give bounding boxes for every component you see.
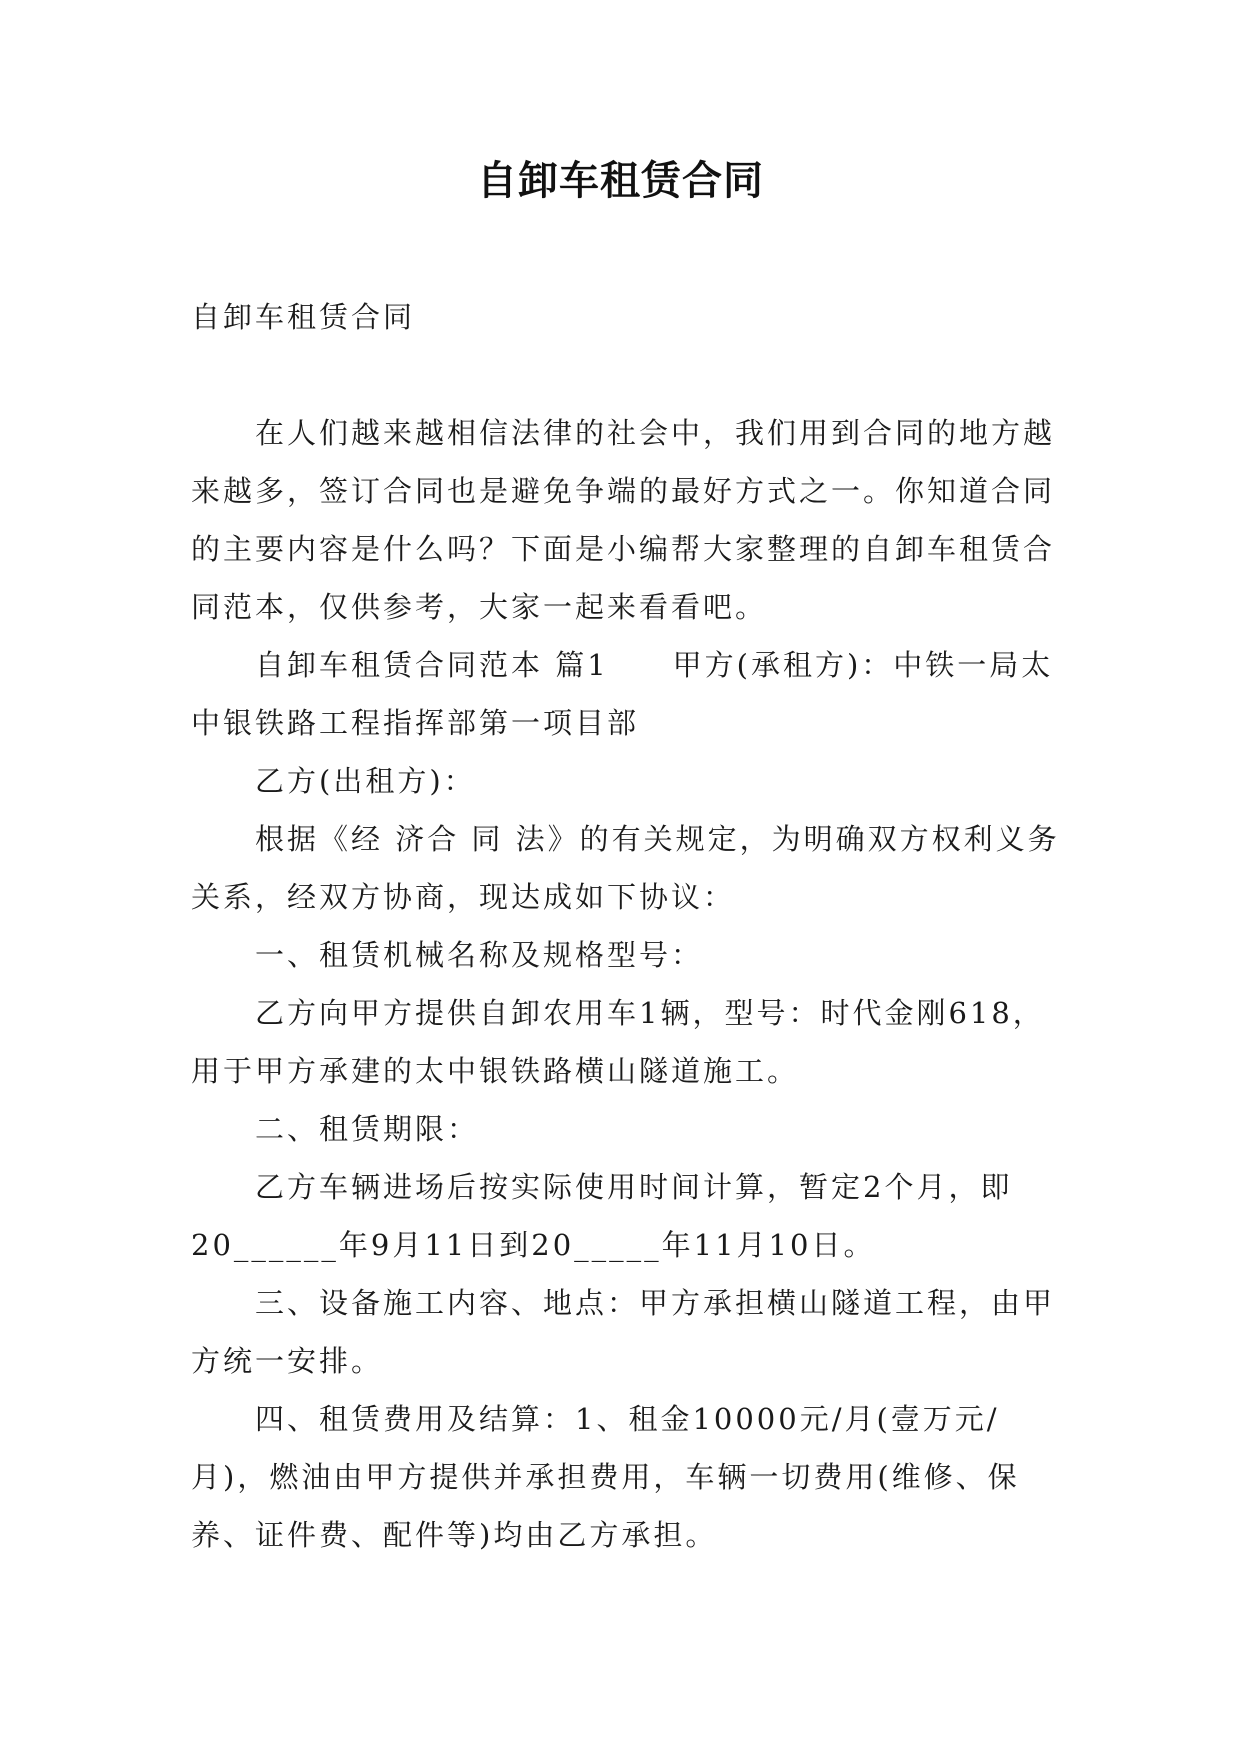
party-b-paragraph: 乙方(出租方)： [255, 764, 476, 798]
section-2-paragraph: 乙方车辆进场后按实际使用时间计算，暂定2个月，即20______年9月11日到20_____年11月10日。 [191, 1170, 1013, 1262]
legal-basis-paragraph: 根据《经 济合 同 法》的有关规定，为明确双方权利义务关系，经双方协商，现达成如下协议： [191, 822, 1060, 914]
section-1-heading: 一、租赁机械名称及规格型号： [255, 938, 704, 972]
intro-paragraph: 在人们越来越相信法律的社会中，我们用到合同的地方越来越多，签订合同也是避免争端的最好方式之一。你知道合同的主要内容是什么吗？下面是小编帮大家整理的自卸车租赁合同范本，仅供参考，大家一起来看看吧。 [191, 416, 1056, 624]
document-title: 自卸车租赁合同 [477, 157, 764, 204]
section-4-paragraph: 四、租赁费用及结算：1、租金10000元/月(壹万元/月)，燃油由甲方提供并承担费用，车辆一切费用(维修、保养、证件费、配件等)均由乙方承担。 [191, 1402, 1020, 1552]
document-body [191, 288, 1061, 1564]
contract-parties-paragraph: 自卸车租赁合同范本 篇1 甲方(承租方)：中铁一局太中银铁路工程指挥部第一项目部 [191, 648, 1054, 740]
document-subtitle: 自卸车租赁合同 [191, 300, 416, 334]
section-3-paragraph: 三、设备施工内容、地点：甲方承担横山隧道工程，由甲方统一安排。 [191, 1286, 1056, 1378]
section-2-heading: 二、租赁期限： [255, 1112, 480, 1146]
section-1-paragraph: 乙方向甲方提供自卸农用车1辆，型号：时代金刚618，用于甲方承建的太中银铁路横山隧道施工。 [191, 996, 1045, 1088]
